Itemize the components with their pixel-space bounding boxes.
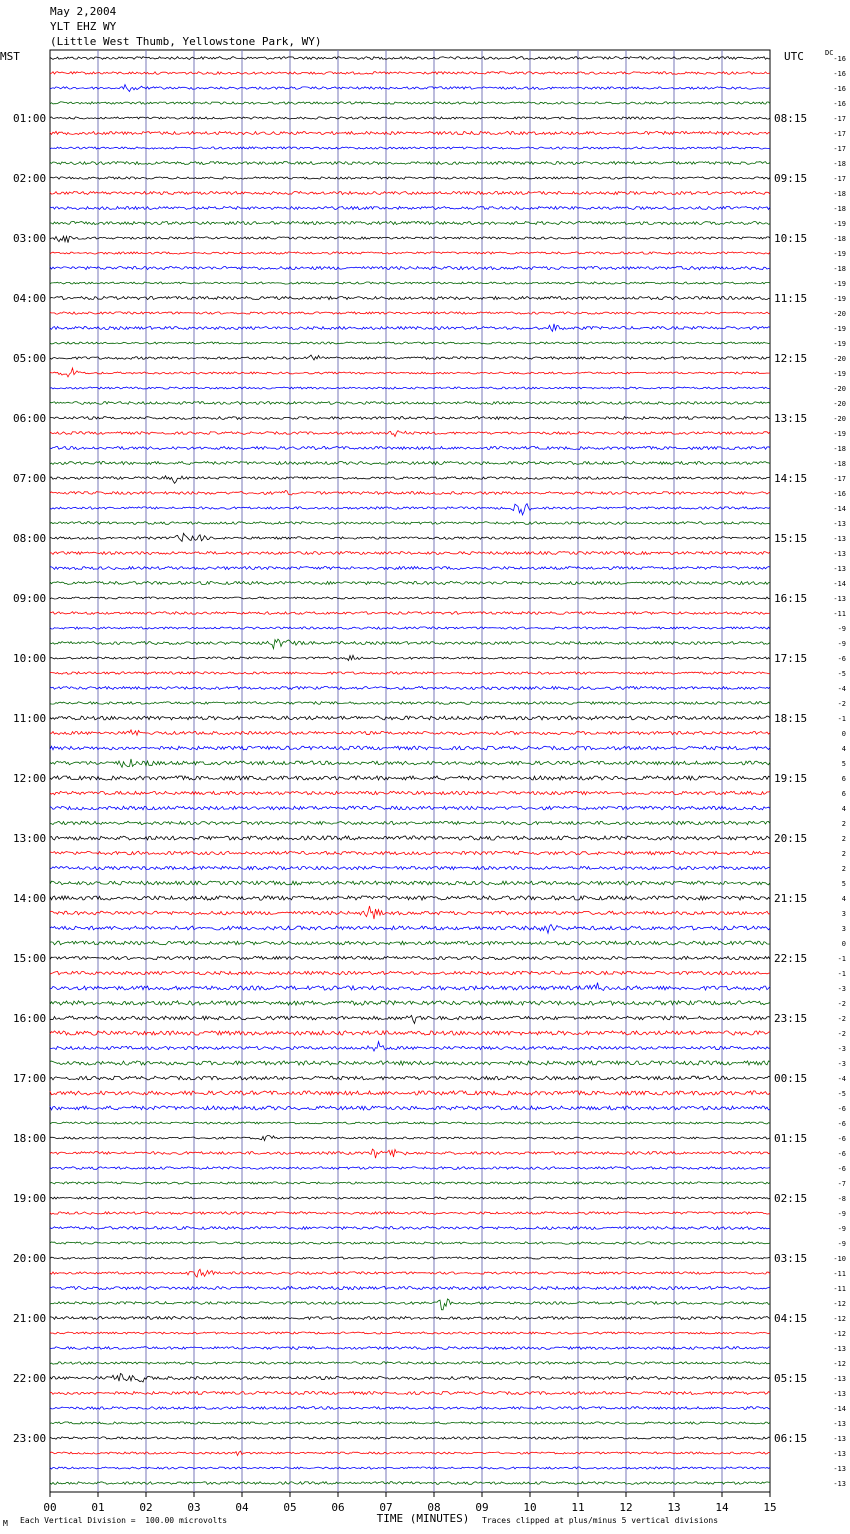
dc-offset-label: -4 <box>837 685 846 693</box>
x-tick-label: 10 <box>523 1501 537 1514</box>
trace-62 <box>50 983 770 991</box>
dc-offset-label: -6 <box>837 1105 846 1113</box>
dc-offset-label: -5 <box>837 670 846 678</box>
dc-offset-label: -19 <box>833 340 846 348</box>
x-tick-label: 04 <box>235 1501 249 1514</box>
trace-15 <box>50 282 770 284</box>
dc-offset-label: -6 <box>837 655 846 663</box>
trace-70 <box>50 1106 770 1110</box>
hour-label-utc: 20:15 <box>774 832 808 845</box>
dc-offset-label: -19 <box>833 295 846 303</box>
title-date: May 2,2004 <box>50 5 117 18</box>
hour-label-utc: 13:15 <box>774 412 808 425</box>
dc-offset-label: -13 <box>833 1465 846 1473</box>
trace-55 <box>50 881 770 885</box>
hour-label-mst: 14:00 <box>13 892 47 905</box>
trace-33 <box>50 552 770 555</box>
trace-61 <box>50 971 770 974</box>
x-tick-label: 14 <box>715 1501 729 1514</box>
dc-offset-label: -11 <box>833 610 846 618</box>
dc-offset-label: 4 <box>841 745 846 753</box>
dc-offset-label: 4 <box>841 895 846 903</box>
dc-offset-label: -18 <box>833 160 846 168</box>
dc-offset-label: -20 <box>833 355 846 363</box>
hour-label-utc: 17:15 <box>774 652 808 665</box>
x-tick-label: 08 <box>427 1501 441 1514</box>
dc-offset-label: -1 <box>837 715 846 723</box>
dc-offset-label: -2 <box>837 1030 846 1038</box>
dc-offset-label: -6 <box>837 1165 846 1173</box>
dc-offset-label: -19 <box>833 370 846 378</box>
dc-offset-label: 5 <box>841 880 846 888</box>
dc-offset-label: -17 <box>833 145 846 153</box>
trace-63 <box>50 1001 770 1005</box>
traces <box>50 57 770 1485</box>
dc-offset-label: -12 <box>833 1315 846 1323</box>
dc-offset-label: -12 <box>833 1360 846 1368</box>
trace-13 <box>50 252 770 254</box>
trace-27 <box>50 461 770 464</box>
trace-35 <box>50 581 770 584</box>
trace-69 <box>50 1091 770 1095</box>
dc-offset-label: -13 <box>833 1390 846 1398</box>
right-axis-title: UTC <box>784 50 804 63</box>
dc-offset-label: -18 <box>833 460 846 468</box>
dc-offset-label: -14 <box>833 1405 846 1413</box>
hour-label-mst: 12:00 <box>13 772 47 785</box>
dc-offset-label: -11 <box>833 1270 846 1278</box>
trace-31 <box>50 522 770 525</box>
dc-offset-label: -13 <box>833 1480 846 1488</box>
hour-label-utc: 00:15 <box>774 1072 808 1085</box>
dc-offset-label: -5 <box>837 1090 846 1098</box>
dc-offset-label: 2 <box>841 820 846 828</box>
hour-label-mst: 21:00 <box>13 1312 47 1325</box>
trace-9 <box>50 192 770 195</box>
dc-offset-label: 0 <box>841 940 846 948</box>
trace-38 <box>50 627 770 629</box>
trace-45 <box>50 730 770 735</box>
dc-offset-label: 4 <box>841 805 846 813</box>
trace-22 <box>50 387 770 389</box>
trace-51 <box>50 821 770 824</box>
trace-74 <box>50 1167 770 1170</box>
hour-label-utc: 19:15 <box>774 772 808 785</box>
trace-53 <box>50 851 770 854</box>
hour-label-mst: 02:00 <box>13 172 47 185</box>
trace-26 <box>50 447 770 450</box>
trace-84 <box>50 1317 770 1320</box>
trace-42 <box>50 687 770 690</box>
trace-23 <box>50 402 770 405</box>
dc-offset-label: -9 <box>837 1225 846 1233</box>
dc-offset-label: -7 <box>837 1180 846 1188</box>
trace-57 <box>50 906 770 919</box>
dc-offset-label: -20 <box>833 310 846 318</box>
hour-label-mst: 07:00 <box>13 472 47 485</box>
dc-offset-label: 2 <box>841 865 846 873</box>
x-tick-label: 02 <box>139 1501 153 1514</box>
trace-0 <box>50 57 770 60</box>
hour-label-mst: 11:00 <box>13 712 47 725</box>
trace-60 <box>50 956 770 959</box>
dc-offset-label: -8 <box>837 1195 846 1203</box>
trace-64 <box>50 1015 770 1023</box>
hour-label-utc: 09:15 <box>774 172 808 185</box>
trace-6 <box>50 147 770 149</box>
trace-30 <box>50 504 770 515</box>
hour-label-mst: 05:00 <box>13 352 47 365</box>
trace-93 <box>50 1451 770 1455</box>
dc-offset-label: -4 <box>837 1075 846 1083</box>
hour-label-mst: 19:00 <box>13 1192 47 1205</box>
hour-label-utc: 22:15 <box>774 952 808 965</box>
dc-offset-label: -17 <box>833 130 846 138</box>
trace-21 <box>50 368 770 377</box>
x-tick-label: 06 <box>331 1501 345 1514</box>
trace-17 <box>50 312 770 314</box>
trace-14 <box>50 266 770 270</box>
trace-46 <box>50 746 770 750</box>
trace-47 <box>50 759 770 767</box>
trace-8 <box>50 177 770 179</box>
trace-5 <box>50 131 770 134</box>
left-axis-title: MST <box>0 50 20 63</box>
hour-label-mst: 04:00 <box>13 292 47 305</box>
hour-label-mst: 08:00 <box>13 532 47 545</box>
trace-72 <box>50 1136 770 1141</box>
dc-offset-label: -16 <box>833 100 846 108</box>
dc-offset-label: 2 <box>841 835 846 843</box>
trace-16 <box>50 297 770 300</box>
hour-label-mst: 13:00 <box>13 832 47 845</box>
dc-offset-label: -19 <box>833 280 846 288</box>
trace-81 <box>50 1269 770 1277</box>
dc-offset-label: -13 <box>833 1450 846 1458</box>
trace-11 <box>50 221 770 224</box>
hour-label-mst: 10:00 <box>13 652 47 665</box>
dc-offset-label: -9 <box>837 640 846 648</box>
dc-offset-label: -14 <box>833 580 846 588</box>
dc-offset-label: -20 <box>833 415 846 423</box>
trace-94 <box>50 1467 770 1469</box>
dc-offset-label: -18 <box>833 265 846 273</box>
hour-label-mst: 15:00 <box>13 952 47 965</box>
trace-80 <box>50 1257 770 1259</box>
hour-label-mst: 16:00 <box>13 1012 47 1025</box>
dc-offset-label: -16 <box>833 85 846 93</box>
trace-85 <box>50 1332 770 1334</box>
dc-offset-label: -6 <box>837 1150 846 1158</box>
dc-offset-label: -3 <box>837 1045 846 1053</box>
dc-offset-label: -13 <box>833 565 846 573</box>
dc-offset-label: -13 <box>833 595 846 603</box>
trace-36 <box>50 597 770 599</box>
dc-offset-label: -19 <box>833 250 846 258</box>
dc-offset-label: 3 <box>841 925 846 933</box>
trace-1 <box>50 72 770 75</box>
hour-label-utc: 02:15 <box>774 1192 808 1205</box>
hour-label-utc: 03:15 <box>774 1252 808 1265</box>
trace-78 <box>50 1227 770 1230</box>
dc-offset-label: -13 <box>833 1375 846 1383</box>
trace-25 <box>50 431 770 437</box>
x-tick-label: 11 <box>571 1501 585 1514</box>
trace-41 <box>50 672 770 675</box>
hour-label-mst: 17:00 <box>13 1072 47 1085</box>
trace-37 <box>50 612 770 615</box>
trace-20 <box>50 355 770 360</box>
dc-offset-label: -13 <box>833 535 846 543</box>
hour-label-utc: 06:15 <box>774 1432 808 1445</box>
trace-90 <box>50 1407 770 1410</box>
x-tick-label: 05 <box>283 1501 297 1514</box>
hour-label-utc: 12:15 <box>774 352 808 365</box>
trace-82 <box>50 1286 770 1289</box>
dc-offset-label: -18 <box>833 235 846 243</box>
corner-mark: M <box>3 1519 8 1528</box>
trace-56 <box>50 896 770 900</box>
trace-4 <box>50 117 770 119</box>
trace-77 <box>50 1212 770 1215</box>
trace-87 <box>50 1362 770 1364</box>
dc-offset-label: -18 <box>833 445 846 453</box>
x-tick-label: 13 <box>667 1501 681 1514</box>
trace-24 <box>50 417 770 420</box>
hour-label-utc: 05:15 <box>774 1372 808 1385</box>
dc-offset-label: -1 <box>837 955 846 963</box>
dc-offset-label: -2 <box>837 1015 846 1023</box>
trace-3 <box>50 102 770 104</box>
dc-offset-label: -17 <box>833 475 846 483</box>
dc-offset-label: -2 <box>837 1000 846 1008</box>
trace-89 <box>50 1392 770 1395</box>
dc-offset-label: -13 <box>833 1345 846 1353</box>
dc-offset-label: -3 <box>837 985 846 993</box>
trace-49 <box>50 791 770 794</box>
clip-note: Traces clipped at plus/minus 5 vertical divisions <box>482 1516 719 1525</box>
dc-label: DC <box>825 49 834 57</box>
dc-offset-label: -12 <box>833 1330 846 1338</box>
dc-offset-label: -6 <box>837 1120 846 1128</box>
trace-67 <box>50 1061 770 1065</box>
x-tick-label: 12 <box>619 1501 633 1514</box>
trace-48 <box>50 776 770 780</box>
trace-44 <box>50 716 770 720</box>
dc-offset-label: -16 <box>833 70 846 78</box>
trace-59 <box>50 941 770 945</box>
trace-40 <box>50 655 770 660</box>
trace-75 <box>50 1182 770 1184</box>
hour-label-mst: 18:00 <box>13 1132 47 1145</box>
dc-offset-label: -9 <box>837 625 846 633</box>
hour-label-utc: 11:15 <box>774 292 808 305</box>
dc-offset-label: -13 <box>833 520 846 528</box>
hour-label-utc: 04:15 <box>774 1312 808 1325</box>
hour-label-utc: 21:15 <box>774 892 808 905</box>
dc-offset-label: -13 <box>833 550 846 558</box>
x-tick-label: 01 <box>91 1501 105 1514</box>
hour-label-mst: 03:00 <box>13 232 47 245</box>
x-tick-label: 07 <box>379 1501 393 1514</box>
hour-label-utc: 16:15 <box>774 592 808 605</box>
dc-offset-label: -19 <box>833 325 846 333</box>
dc-offset-label: -16 <box>833 490 846 498</box>
trace-19 <box>50 342 770 344</box>
dc-offset-label: -20 <box>833 400 846 408</box>
trace-83 <box>50 1299 770 1310</box>
trace-7 <box>50 162 770 165</box>
trace-68 <box>50 1076 770 1080</box>
dc-offset-label: 6 <box>841 790 846 798</box>
hour-label-utc: 18:15 <box>774 712 808 725</box>
dc-offset-label: -18 <box>833 190 846 198</box>
dc-offset-label: -11 <box>833 1285 846 1293</box>
trace-91 <box>50 1422 770 1424</box>
x-axis-title: TIME (MINUTES) <box>376 1512 470 1525</box>
dc-offset-label: -17 <box>833 175 846 183</box>
trace-54 <box>50 866 770 869</box>
trace-76 <box>50 1197 770 1199</box>
trace-88 <box>50 1374 770 1383</box>
title-station: YLT EHZ WY <box>50 20 117 33</box>
trace-43 <box>50 702 770 705</box>
trace-92 <box>50 1437 770 1439</box>
trace-65 <box>50 1031 770 1035</box>
hour-label-utc: 10:15 <box>774 232 808 245</box>
trace-29 <box>50 491 770 495</box>
x-tick-label: 00 <box>43 1501 57 1514</box>
trace-86 <box>50 1347 770 1350</box>
dc-offset-label: -10 <box>833 1255 846 1263</box>
scale-note: Each Vertical Division = 100.00 microvolts <box>20 1516 228 1525</box>
dc-offset-label: -1 <box>837 970 846 978</box>
dc-offset-label: 0 <box>841 730 846 738</box>
dc-offset-label: -17 <box>833 115 846 123</box>
dc-offset-label: -14 <box>833 505 846 513</box>
trace-18 <box>50 324 770 332</box>
hour-label-mst: 01:00 <box>13 112 47 125</box>
x-tick-label: 09 <box>475 1501 489 1514</box>
trace-66 <box>50 1042 770 1051</box>
dc-offset-label: -13 <box>833 1435 846 1443</box>
trace-34 <box>50 567 770 570</box>
dc-offset-label: -6 <box>837 1135 846 1143</box>
dc-offset-label: -16 <box>833 55 846 63</box>
dc-offset-label: -2 <box>837 700 846 708</box>
dc-offset-label: -13 <box>833 1420 846 1428</box>
hour-label-mst: 20:00 <box>13 1252 47 1265</box>
trace-50 <box>50 806 770 810</box>
dc-offset-label: -20 <box>833 385 846 393</box>
x-tick-label: 03 <box>187 1501 201 1514</box>
trace-12 <box>50 236 770 243</box>
dc-offset-label: 6 <box>841 775 846 783</box>
hour-label-mst: 23:00 <box>13 1432 47 1445</box>
hour-label-utc: 08:15 <box>774 112 808 125</box>
trace-95 <box>50 1482 770 1485</box>
trace-39 <box>50 639 770 649</box>
dc-offset-label: -3 <box>837 1060 846 1068</box>
hour-label-mst: 09:00 <box>13 592 47 605</box>
trace-2 <box>50 85 770 92</box>
dc-offset-label: -9 <box>837 1210 846 1218</box>
dc-offset-label: -9 <box>837 1240 846 1248</box>
dc-offset-label: 5 <box>841 760 846 768</box>
trace-79 <box>50 1242 770 1244</box>
hour-label-mst: 22:00 <box>13 1372 47 1385</box>
dc-offset-label: -19 <box>833 430 846 438</box>
trace-73 <box>50 1149 770 1158</box>
hour-label-utc: 23:15 <box>774 1012 808 1025</box>
title-location: (Little West Thumb, Yellowstone Park, WY) <box>50 35 322 48</box>
dc-offset-label: -19 <box>833 220 846 228</box>
dc-offset-label: 3 <box>841 910 846 918</box>
dc-offset-label: -12 <box>833 1300 846 1308</box>
trace-32 <box>50 533 770 541</box>
hour-label-utc: 15:15 <box>774 532 808 545</box>
trace-28 <box>50 476 770 484</box>
dc-offset-label: -18 <box>833 205 846 213</box>
hour-label-utc: 01:15 <box>774 1132 808 1145</box>
hour-label-utc: 14:15 <box>774 472 808 485</box>
hour-label-mst: 06:00 <box>13 412 47 425</box>
dc-offset-label: 2 <box>841 850 846 858</box>
trace-10 <box>50 207 770 210</box>
trace-52 <box>50 836 770 840</box>
x-tick-label: 15 <box>763 1501 777 1514</box>
trace-58 <box>50 925 770 934</box>
trace-71 <box>50 1122 770 1124</box>
